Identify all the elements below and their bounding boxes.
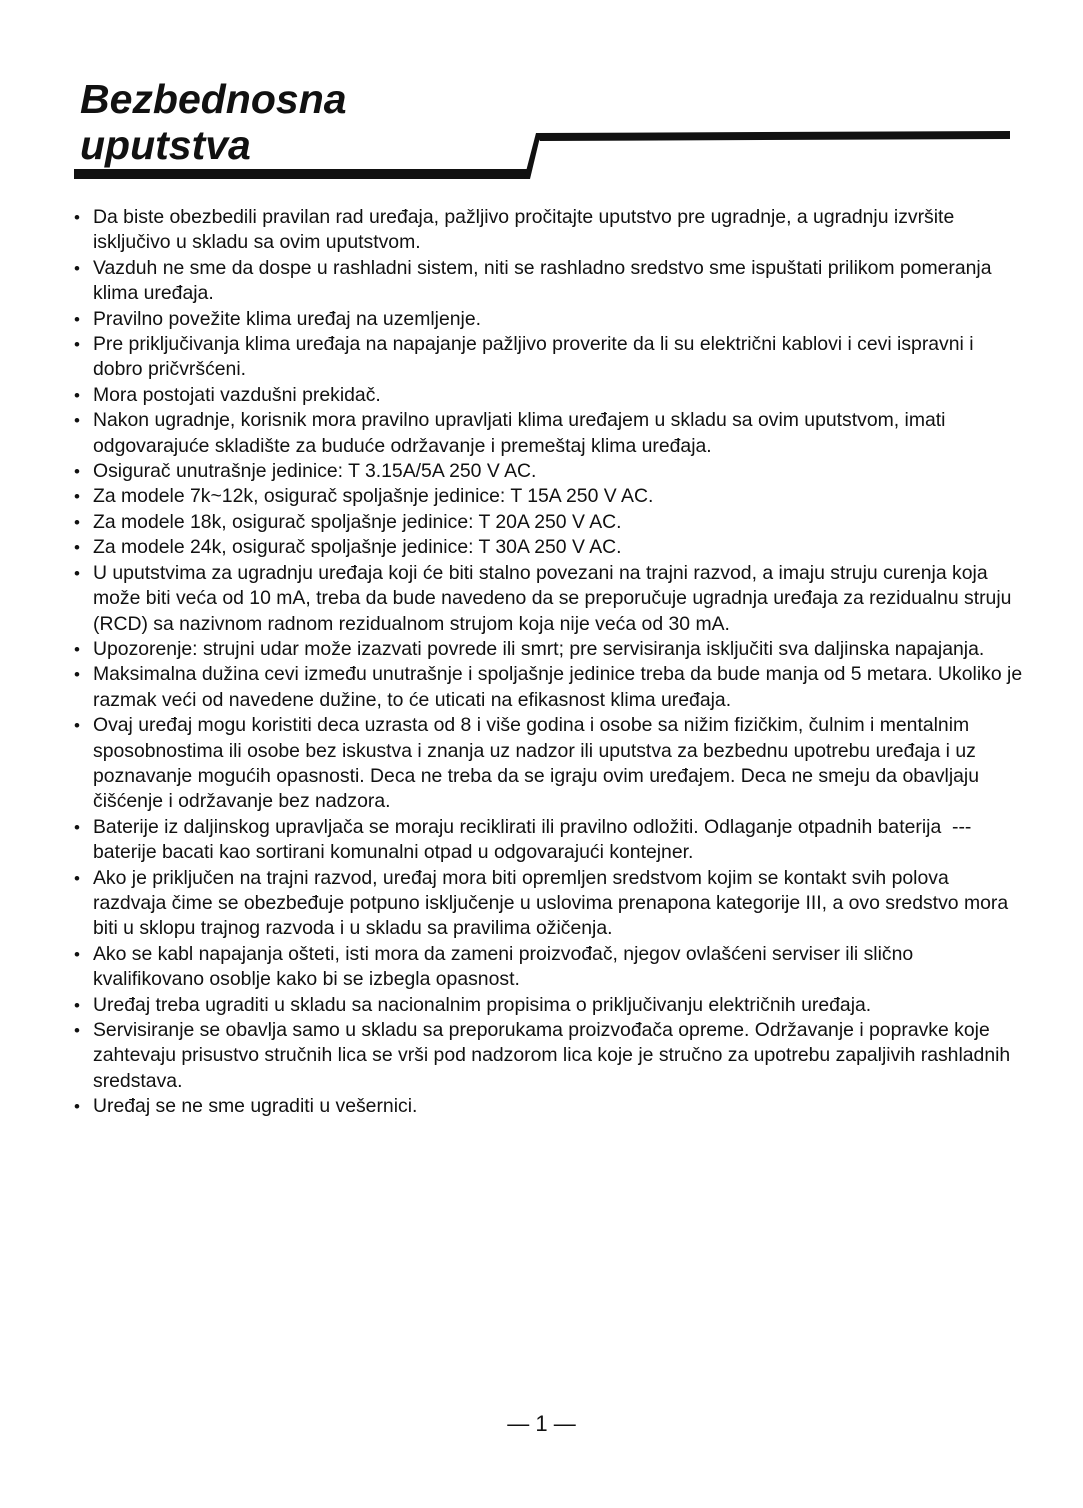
list-item: • Nakon ugradnje, korisnik mora pravilno upravljati klima uređajem u skladu sa ovim uputstvom, imati odgovarajuće skladište za buduće održavanje i premeštaj klima uređaja. <box>72 408 1027 459</box>
list-item: • Upozorenje: strujni udar može izazvati povrede ili smrt; pre servisiranja isključiti sva daljinska napajanja. <box>72 637 1027 662</box>
list-item: • Osigurač unutrašnje jedinice: T 3.15A/5A 250 V AC. <box>72 459 1027 484</box>
list-item: • Ovaj uređaj mogu koristiti deca uzrasta od 8 i više godina i osobe sa nižim fizičkim, čulnim i mentalnim sposobnostima ili osobe bez iskustva i znanja uz nadzor ili uputstva za bezbednu upotrebu uređaja i uz poznavanje mogućih opasnosti. Deca ne treba da se igraju ovim uređajem. Deca ne smeju da obavljaju čišćenje i održavanje bez nadzora. <box>72 713 1027 815</box>
list-item: • Maksimalna dužina cevi između unutrašnje i spoljašnje jedinice treba da bude manja od 5 metara. Ukoliko je razmak veći od navedene dužine, to će uticati na efikasnost klima uređaja. <box>72 662 1027 713</box>
page-header <box>0 0 1083 190</box>
list-item: • Za modele 18k, osigurač spoljašnje jedinice: T 20A 250 V AC. <box>72 510 1027 535</box>
page-title-line-2: uputstva <box>80 122 251 168</box>
list-item: • Servisiranje se obavlja samo u skladu sa preporukama proizvođača opreme. Održavanje i popravke koje zahtevaju prisustvo stručnih lica se vrši pod nadzorom lica koje je stručno za upotrebu zapaljivih rashladnih sredstava. <box>72 1018 1027 1094</box>
page-title-line-1: Bezbednosna <box>80 76 347 122</box>
list-item: • Mora postojati vazdušni prekidač. <box>72 383 1027 408</box>
list-item: • Uređaj se ne sme ugraditi u vešernici. <box>72 1094 1027 1119</box>
safety-instructions-list <box>72 205 1027 1120</box>
list-item: • Za modele 7k~12k, osigurač spoljašnje jedinice: T 15A 250 V AC. <box>72 484 1027 509</box>
list-item: • Za modele 24k, osigurač spoljašnje jedinice: T 30A 250 V AC. <box>72 535 1027 560</box>
list-item: • Ako je priključen na trajni razvod, uređaj mora biti opremljen sredstvom kojim se kontakt svih polova razdvaja čime se obezbeđuje potpuno isključenje u uslovima prenapona kategorije III, a ovo sredstvo mora biti u sklopu trajnog razvoda i u skladu sa pravilima ožičenja. <box>72 866 1027 942</box>
list-item: • Baterije iz daljinskog upravljača se moraju reciklirati ili pravilno odložiti. Odlaganje otpadnih baterija --- baterije bacati kao sortirani komunalni otpad u odgovarajući kontejner. <box>72 815 1027 866</box>
list-item: • Vazduh ne sme da dospe u rashladni sistem, niti se rashladno sredstvo sme ispuštati prilikom pomeranja klima uređaja. <box>72 256 1027 307</box>
page-number: — 1 — <box>507 1411 576 1436</box>
list-item: • U uputstvima za ugradnju uređaja koji će biti stalno povezani na trajni razvod, a imaju struju curenja koja može biti veća od 10 mA, treba da bude navedeno da se preporučuje ugradnja uređaja za rezidualnu struju (RCD) sa nazivnom radnom rezidualnom strujom koja nije veća od 30 mA. <box>72 561 1027 637</box>
list-item: • Da biste obezbedili pravilan rad uređaja, pažljivo pročitajte uputstvo pre ugradnje, a ugradnju izvršite isključivo u skladu sa ovim uputstvom. <box>72 205 1027 256</box>
list-item: • Ako se kabl napajanja ošteti, isti mora da zameni proizvođač, njegov ovlašćeni serviser ili slično kvalifikovano osoblje kako bi se izbegla opasnost. <box>72 942 1027 993</box>
list-item: • Pre priključivanja klima uređaja na napajanje pažljivo proverite da li su električni kablovi i cevi ispravni i dobro pričvršćeni. <box>72 332 1027 383</box>
list-item: • Uređaj treba ugraditi u skladu sa nacionalnim propisima o priključivanju električnih uređaja. <box>72 993 1027 1018</box>
list-item: • Pravilno povežite klima uređaj na uzemljenje. <box>72 307 1027 332</box>
